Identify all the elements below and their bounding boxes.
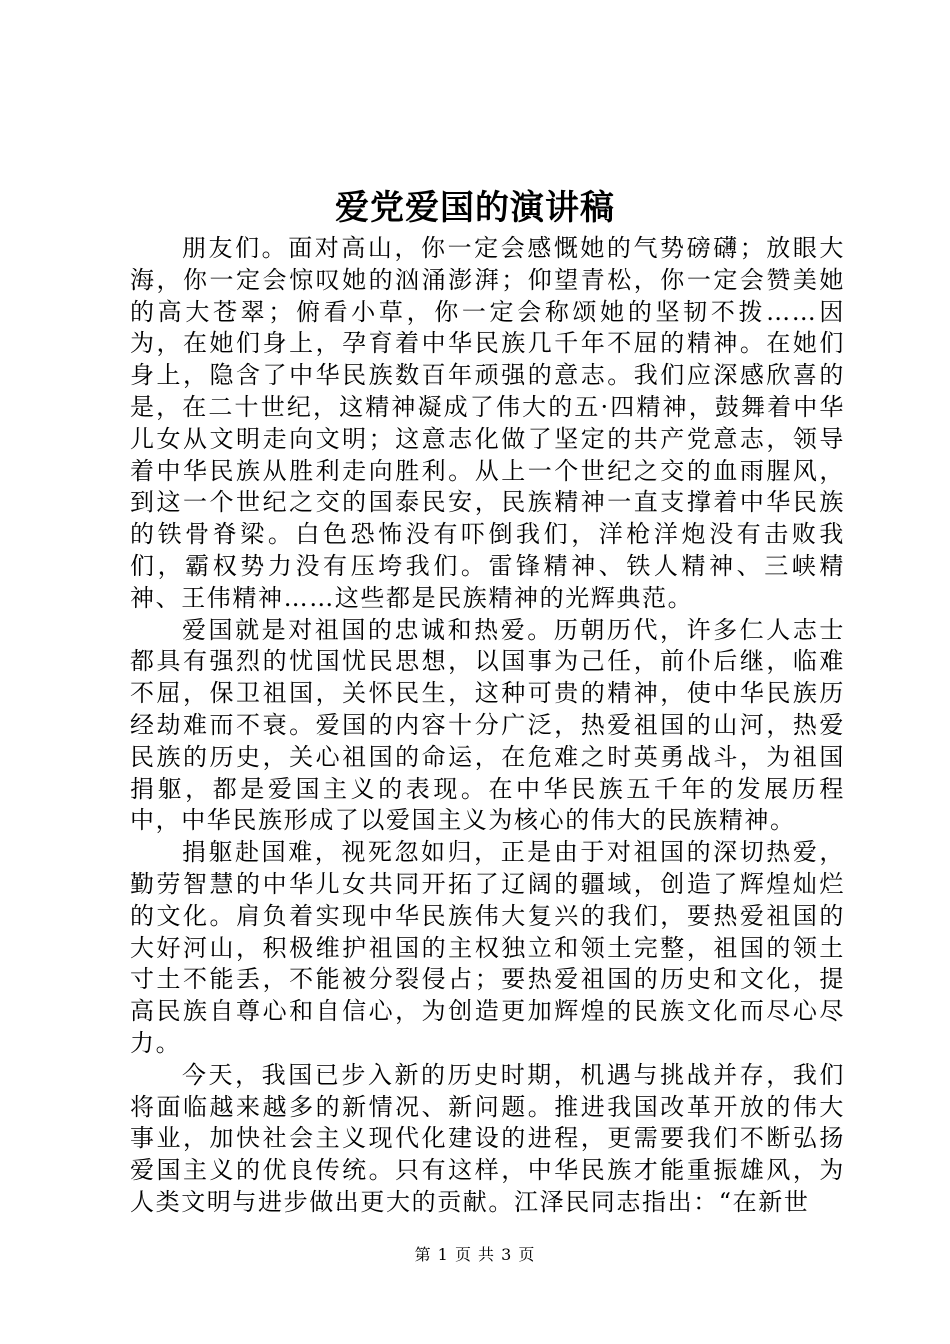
document-title: 爱党爱国的演讲稿 [335,188,615,228]
document-body [130,233,845,1219]
paragraph: 今天，我国已步入新的历史时期，机遇与挑战并存，我们将面临越来越多的新情况、新问题。推进我国改革开放的伟大事业，加快社会主义现代化建设的进程，更需要我们不断弘扬爱国主义的优良传统。只有这样，中华民族才能重振雄风，为人类文明与进步做出更大的贡献。江泽民同志指出：“在新世 [130,1060,845,1216]
paragraph: 朋友们。面对高山，你一定会感慨她的气势磅礴；放眼大海，你一定会惊叹她的汹涌澎湃；仰望青松，你一定会赞美她的高大苍翠；俯看小草，你一定会称颂她的坚韧不拨……因为，在她们身上，孕育着中华民族几千年不屈的精神。在她们身上，隐含了中华民族数百年顽强的意志。我们应深感欣喜的是，在二十世纪，这精神凝成了伟大的五·四精神，鼓舞着中华儿女从文明走向文明；这意志化做了坚定的共产党意志，领导着中华民族从胜利走向胜利。从上一个世纪之交的血雨腥风，到这一个世纪之交的国泰民安，民族精神一直支撑着中华民族的铁骨脊梁。白色恐怖没有吓倒我们，洋枪洋炮没有击败我们，霸权势力没有压垮我们。雷锋精神、铁人精神、三峡精神、王伟精神……这些都是民族精神的光辉典范。 [130,234,845,612]
page-number-footer: 第 1 页 共 3 页 [414,1245,536,1264]
paragraph: 爱国就是对祖国的忠诚和热爱。历朝历代，许多仁人志士都具有强烈的忧国忧民思想，以国事为己任，前仆后继，临难不屈，保卫祖国，关怀民生，这种可贵的精神，使中华民族历经劫难而不衰。爱国的内容十分广泛，热爱祖国的山河，热爱民族的历史，关心祖国的命运，在危难之时英勇战斗，为祖国捐躯，都是爱国主义的表现。在中华民族五千年的发展历程中，中华民族形成了以爱国主义为核心的伟大的民族精神。 [130,615,845,835]
paragraph: 捐躯赴国难，视死忽如归，正是由于对祖国的深切热爱，勤劳智慧的中华儿女共同开拓了辽阔的疆域，创造了辉煌灿烂的文化。肩负着实现中华民族伟大复兴的我们，要热爱祖国的大好河山，积极维护祖国的主权独立和领土完整，祖国的领土寸土不能丢，不能被分裂侵占；要热爱祖国的历史和文化，提高民族自尊心和自信心，为创造更加辉煌的民族文化而尽心尽力。 [130,838,845,1057]
